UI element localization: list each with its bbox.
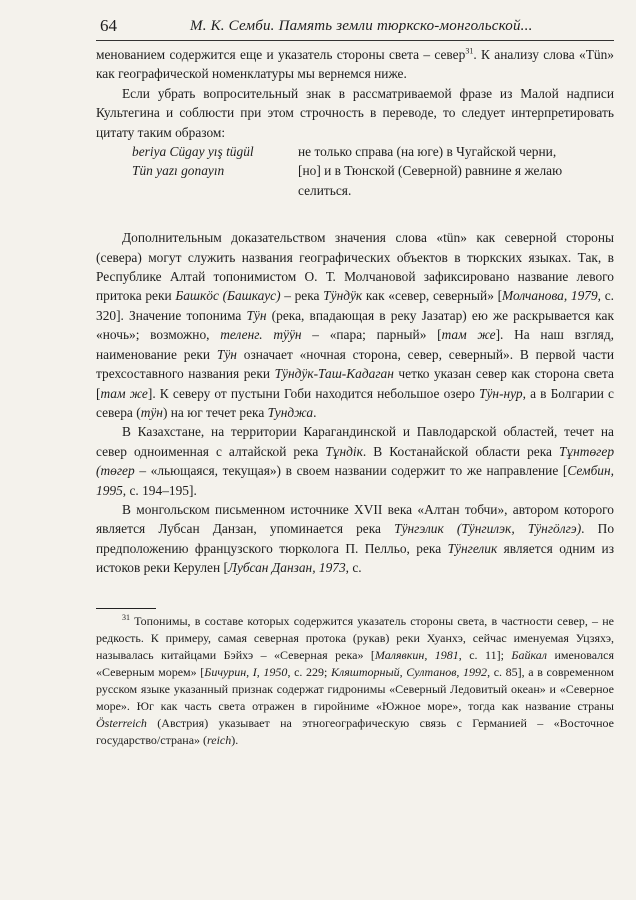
quote-translation-line-2: [но] и в Тюнской (Северной) равнине я желаю селиться. xyxy=(298,163,563,198)
page-number: 64 xyxy=(100,16,117,35)
paragraph-4: В Казахстане, на территории Карагандинской и Павлодарской областей, течет на север одноименная с алтайской река Тұндік. В Костанайской области река Тұнтөгер (төгер – «льющаяся, текущая») в своем названии содержит то же направление [Сембин, 1995, с. 194–195]. xyxy=(96,424,615,498)
main-text-continued xyxy=(96,228,614,577)
footnote-divider xyxy=(96,608,156,609)
page-header xyxy=(96,10,614,41)
running-title: М. К. Семби. Память земли тюркско-монгольской... xyxy=(190,18,533,34)
footnote-mark: 31 xyxy=(122,612,130,622)
quote-source-line-1: beriya Cügay yış tügül xyxy=(132,144,254,160)
paragraph-5: В монгольском письменном источнике XVII века «Алтан тобчи», автором которого является Лубсан Данзан, упоминается река Тÿнгэлик (Тÿнгилэк, Тÿнгöлгэ). По предположению французского тюрколога П. Пелльо, река Тÿнгелик является одним из истоков реки Керулен [Лубсан Данзан, 1973, с. xyxy=(96,501,615,576)
inscription-quote xyxy=(132,142,614,200)
paragraph-1: менованием содержится еще и указатель стороны света – север$^{31}$. К анализу слова «Tün» как географической номенклатуры мы вернемся ниже. xyxy=(96,46,614,82)
footnote-31: $^{31}$ Топонимы, в составе которых содержится указатель стороны света, в частности север, – не редкость. К примеру, самая северная протока (рукав) реки Хуанхэ, сейчас именуемая Уцзяхэ, называлась китайцами Бэйхэ – «Северная река» [Малявкин, 1981, с. 11]; Байкал именовался «Северным морем» [Бичурин, I, 1950, с. 229; Кляшторный, Султанов, 1992, с. 85], а в современном русском языке указанный признак содержат гидронимы «Северный Ледовитый океан» и «Северное море». Юг как часть света отражен в гиройниме «Южное море», тогда как название страны Österreich (Австрия) указывает на этногеографическую связь с Германией – «Восточное государство/страна» (reich). xyxy=(96,612,614,747)
footnote-ref: 31 xyxy=(465,46,474,56)
quote-source-line-2: Tün yazı gonayın xyxy=(132,163,225,179)
paragraph-2: Если убрать вопросительный знак в рассматриваемой фразе из Малой надписи Культегина и соблюсти при этом строчность в переводе, то следует интерпретировать цитату таким образом: xyxy=(96,85,614,140)
main-text xyxy=(96,45,614,142)
paragraph-3: Дополнительным доказательством значения слова «tün» как северной стороны (севера) могут служить названия географических объектов в тюркских языках. Так, в Республике Алтай топонимистом О. Т. Молчановой зафиксировано название левого притока реки Башкöс (Башкаус) – река Тÿндÿк как «север, северный» [Молчанова, 1979, с. 320]. Значение топонима Тÿн (река, впадающая в реку Jазатар) ею же раскрывается как «ночь»; возможно, теленг. тÿÿн – «пара; парный» [там же]. На наш взгляд, наименование реки Тÿн означает «ночная сторона, север, северный». В первой части трехсоставного названия реки Тÿндÿк-Таш-Кадаган четко указан север как сторона света [там же]. К северу от пустыни Гоби находится небольшое озеро Тÿн-нур, а в Болгарии с севера (тÿн) на юг течет река Тунджа. xyxy=(96,230,614,420)
quote-translation-line-1: не только справа (на юге) в Чугайской черни, xyxy=(298,144,557,160)
